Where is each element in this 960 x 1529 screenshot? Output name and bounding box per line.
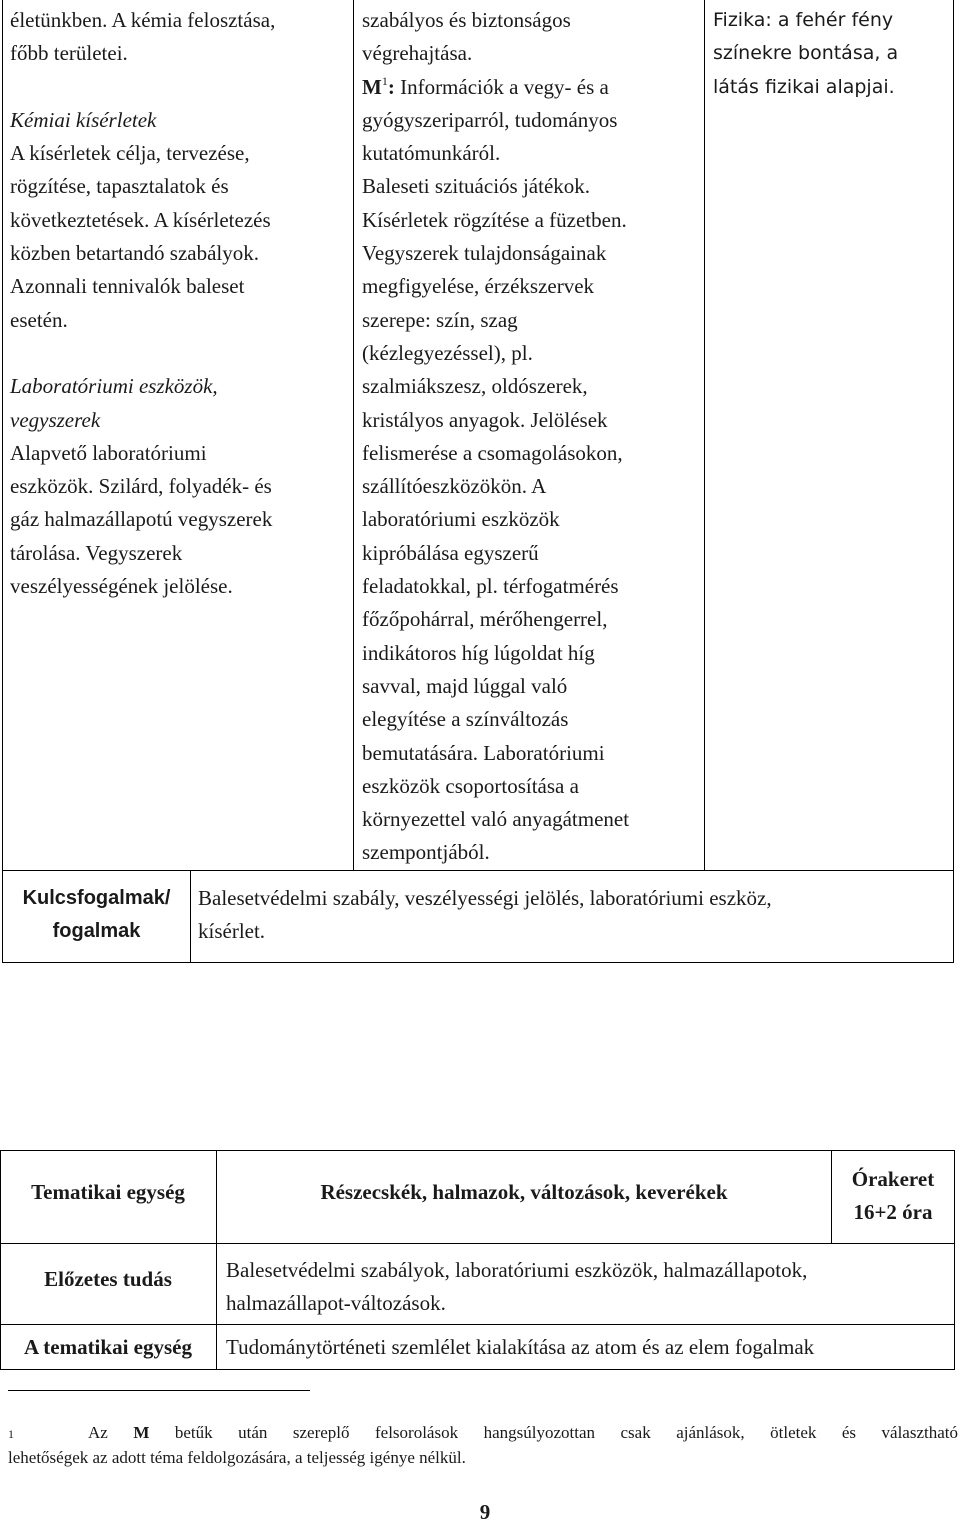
footnote-word: választható [881, 1423, 958, 1442]
footnote-word: csak [620, 1423, 651, 1442]
page-number: 9 [479, 1500, 491, 1524]
m-activity-line [362, 71, 697, 104]
m-text: Információk a vegy- és a [394, 74, 609, 99]
connection-line: Fizika: a fehér fény [713, 9, 894, 31]
activity-line: szállítóeszközökön. A [362, 474, 547, 499]
footnote-line-2: lehetőségek az adott téma feldolgozására, a teljesség igénye nélkül. [8, 1448, 466, 1467]
footnote-word: ajánlások, [676, 1423, 745, 1442]
activity-line: laboratóriumi eszközök [362, 507, 560, 532]
activity-line: szalmiákszesz, oldószerek, [362, 374, 588, 399]
t2-row-divider-1 [0, 1243, 955, 1244]
activity-line: eszközök csoportosítása a [362, 773, 579, 798]
footnote-word: Az [88, 1423, 108, 1442]
content-line: életünkben. A kémia felosztása, [10, 8, 276, 32]
content-column [10, 4, 350, 603]
prior-knowledge-line-2: halmazállapot-változások. [226, 1291, 446, 1315]
prior-knowledge-line-1: Balesetvédelmi szabályok, laboratóriumi eszközök, halmazállapotok, [226, 1258, 808, 1282]
t2-border-bottom [0, 1369, 955, 1370]
content-line: Kémiai kísérletek [10, 107, 157, 132]
footnote-number: 1 [8, 1427, 14, 1441]
content-line: főbb területei. [10, 41, 128, 66]
hours-label: Órakeret [851, 1167, 935, 1191]
connection-line: színekre bontása, a [713, 42, 899, 65]
activity-line: felismerése a csomagolásokon, [362, 440, 623, 465]
activity-line: Kísérletek rögzítése a füzetben. [362, 207, 627, 232]
thematic-unit-title: Részecskék, halmazok, változások, keverékek [320, 1180, 728, 1204]
key-value-line-1: Balesetvédelmi szabály, veszélyességi jelölés, laboratóriumi eszköz, [198, 886, 772, 910]
footnote-separator [8, 1390, 310, 1391]
objectives-value: Tudománytörténeti szemlélet kialakítása az atom és az elem fogalmak [226, 1335, 815, 1359]
footnote-word: és [841, 1423, 857, 1442]
hours-cell [832, 1163, 954, 1229]
m-label: M [362, 74, 382, 99]
activity-line: szerepe: szín, szag [362, 307, 518, 332]
hours-value: 16+2 óra [853, 1200, 933, 1224]
key-label-line-2: fogalmak [52, 920, 141, 943]
content-line: veszélyességének jelölése. [10, 574, 233, 599]
content-line: vegyszerek [10, 407, 101, 432]
activity-line: Baleseti szituációs játékok. [362, 174, 591, 199]
activity-line: szempontjából. [362, 840, 490, 865]
activity-line: kutatómunkáról. [362, 141, 501, 166]
t2-border-right [954, 1150, 955, 1370]
content-line: közben betartandó szabályok. [10, 241, 259, 266]
curriculum-table [2, 0, 954, 963]
footnote-word: M [133, 1423, 150, 1442]
activity-line: kristályos anyagok. Jelölések [362, 407, 608, 432]
activity-line: kipróbálása egyszerű [362, 540, 539, 565]
activity-line: megfigyelése, érzékszervek [362, 274, 595, 299]
footnote-ref: 1 [381, 73, 388, 88]
objectives-label: A tematikai egység [24, 1335, 192, 1359]
activity-line: környezettel való anyagátmenet [362, 807, 630, 832]
activity-line: indikátoros híg lúgoldat híg [362, 640, 595, 665]
footnote-word: felsorolások [375, 1423, 459, 1442]
t2-row-divider-2 [0, 1324, 955, 1325]
content-line [10, 337, 350, 370]
activity-line: elegyítése a színváltozás [362, 707, 569, 732]
table-border-right [953, 0, 954, 963]
column-divider-2 [704, 0, 705, 870]
thematic-unit-label: Tematikai egység [31, 1180, 185, 1204]
t2-border-top [0, 1150, 955, 1151]
footnote-word: hangsúlyozottan [483, 1423, 595, 1442]
content-line: esetén. [10, 307, 68, 332]
prior-knowledge-label: Előzetes tudás [44, 1267, 172, 1291]
key-concepts-value [198, 882, 950, 949]
content-line: Azonnali tennivalók baleset [10, 274, 245, 299]
content-line: eszközök. Szilárd, folyadék- és [10, 474, 272, 499]
activity-line: végrehajtása. [362, 41, 473, 66]
footnote-word: után [238, 1423, 268, 1442]
activity-line: savval, majd lúggal való [362, 673, 568, 698]
key-value-line-2: kísérlet. [198, 919, 266, 944]
content-line: rögzítése, tapasztalatok és [10, 174, 229, 199]
key-label-line-1: Kulcsfogalmak/ [22, 887, 171, 909]
m-colon: : [387, 74, 395, 99]
connection-line: látás fizikai alapjai. [713, 75, 895, 98]
content-line: Laboratóriumi eszközök, [10, 374, 218, 399]
activity-line: feladatokkal, pl. térfogatmérés [362, 574, 619, 599]
content-line: A kísérletek célja, tervezése, [10, 141, 250, 166]
content-line: következtetések. A kísérletezés [10, 207, 271, 232]
connections-column [713, 4, 951, 104]
column-divider-1 [353, 0, 354, 870]
activity-line: (kézlegyezéssel), pl. [362, 340, 533, 365]
activities-column [362, 4, 697, 870]
activity-line: gyógyszeriparról, tudományos [362, 107, 618, 132]
activity-line: főzőpohárral, mérőhengerrel, [362, 607, 608, 632]
table-border-left [2, 0, 3, 963]
content-line [10, 71, 350, 104]
content-line: tárolása. Vegyszerek [10, 540, 183, 565]
activity-line: Vegyszerek tulajdonságainak [362, 241, 607, 266]
footnote-word: szereplő [292, 1423, 350, 1442]
content-line: gáz halmazállapotú vegyszerek [10, 507, 273, 532]
footnote-word: ötletek [770, 1423, 817, 1442]
row-divider [2, 870, 954, 871]
activity-line: bemutatására. Laboratóriumi [362, 740, 605, 765]
key-concepts-label [2, 882, 191, 949]
footnote [8, 1420, 958, 1470]
table-border-bottom [2, 962, 954, 963]
footnote-word: betűk [174, 1423, 213, 1442]
footnote-line-1 [8, 1420, 958, 1445]
prior-knowledge-value [226, 1254, 951, 1320]
activity-line: szabályos és biztonságos [362, 8, 571, 32]
content-line: Alapvető laboratóriumi [10, 440, 207, 465]
